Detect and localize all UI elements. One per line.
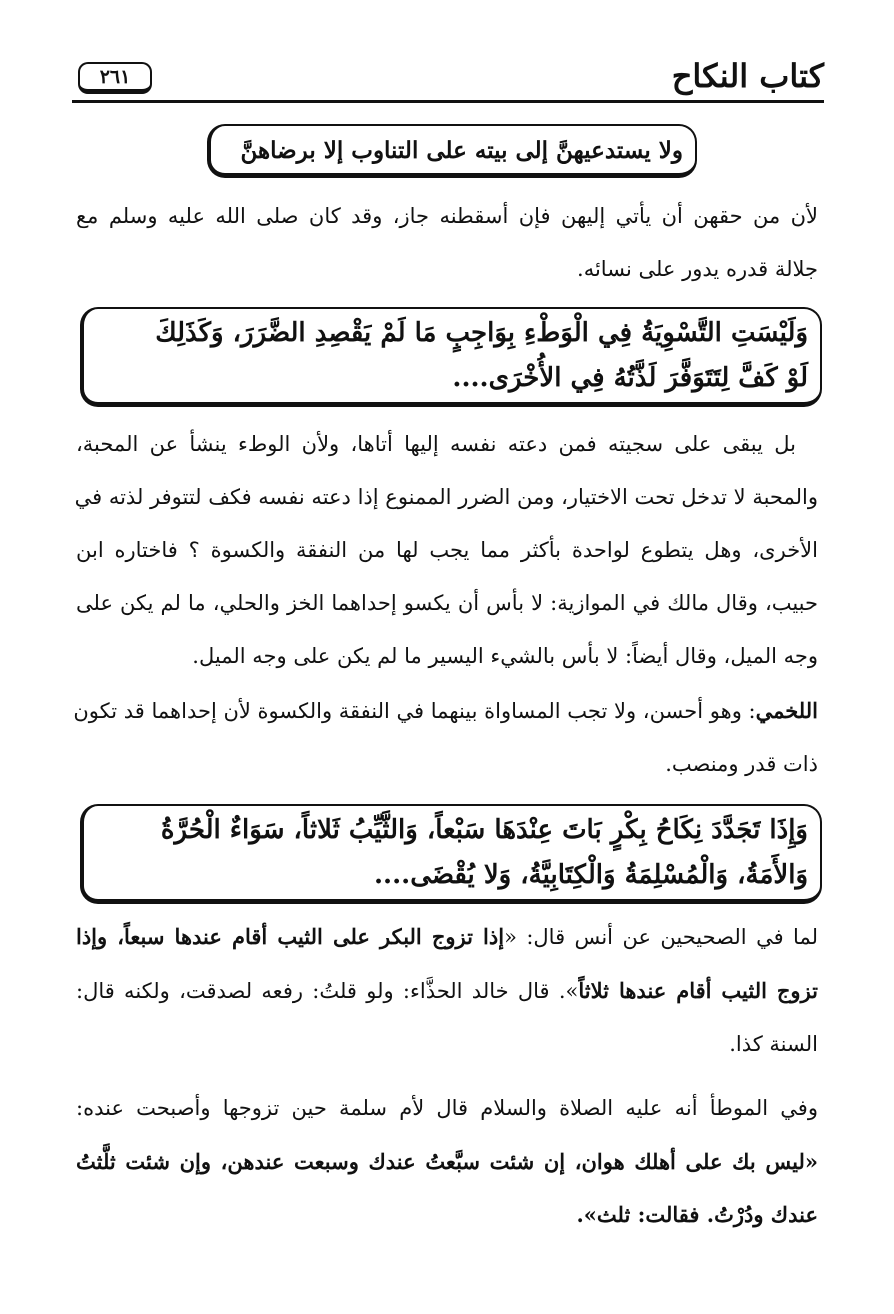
page-number: ٢٦١ <box>78 62 152 94</box>
matn-text: ولا يستدعيهنَّ إلى بيته على التناوب إلا برضاهنَّ <box>240 137 683 164</box>
chapter-title: كتاب النكاح <box>671 57 824 95</box>
page-header <box>72 52 824 108</box>
paragraph-5 <box>76 1082 818 1241</box>
matn-box-1 <box>207 124 697 178</box>
matn-box-3 <box>80 804 822 904</box>
text-line <box>76 910 818 964</box>
matn-line-2: لَوْ كَفَّ لِتَتَوَفَّرَ لَذَّتُهُ فِي الأُخْرَى.... <box>452 363 808 393</box>
scholar-name: اللخمي <box>755 698 818 723</box>
text-line <box>73 684 818 738</box>
paragraph-4 <box>76 910 818 1071</box>
text-line: حبيب، وقال مالك في الموازية: لا بأس أن يكسو إحداهما الخز والحلي، ما لم يكن على <box>76 591 818 615</box>
text-line: السنة كذا. <box>729 1032 818 1056</box>
hadith-quote-line: عندك ودُرْتُ. فقالت: ثلث». <box>576 1202 818 1227</box>
header-divider <box>72 100 824 103</box>
text-line: لأن من حقهن أن يأتي إليهن فإن أسقطنه جاز، وقد كان صلى الله عليه وسلم مع <box>76 204 818 228</box>
paragraph-2 <box>76 418 818 683</box>
text-line: جلالة قدره يدور على نسائه. <box>577 257 818 281</box>
text-segment: ». قال خالد الحذَّاء: ولو قلتُ: رفعه لصدقت، ولكنه قال: <box>76 979 579 1003</box>
matn-line-2: وَالأَمَةُ، وَالْمُسْلِمَةُ وَالْكِتَابِيَّةُ، وَلا يُقْضَى.... <box>373 860 808 890</box>
matn-line-1: وَإِذَا تَجَدَّدَ نِكَاحُ بِكْرٍ بَاتَ عِنْدَهَا سَبْعاً، وَالثَّيِّبُ ثَلاثاً، سَوَاءٌ الْحُرَّةُ <box>160 815 808 845</box>
hadith-quote: تزوج الثيب أقام عندها ثلاثاً <box>578 978 818 1003</box>
hadith-quote-line: «ليس بك على أهلك هوان، إن شئت سبَّعتُ عندك وسبعت عندهن، وإن شئت ثلَّثتُ <box>76 1149 818 1174</box>
matn-box-2 <box>80 307 822 407</box>
text-line: بل يبقى على سجيته فمن دعته نفسه إليها أتاها، ولأن الوطء ينشأ عن المحبة، <box>76 432 796 456</box>
text-line: وجه الميل، وقال أيضاً: لا بأس بالشيء اليسير ما لم يكن على وجه الميل. <box>192 644 818 668</box>
matn-line-1: وَلَيْسَتِ التَّسْوِيَةُ فِي الْوَطْءِ بِوَاجِبٍ مَا لَمْ يَقْصِدِ الضَّرَرَ، وَكَذَلِكَ <box>155 318 808 348</box>
text-line: وفي الموطأ أنه عليه الصلاة والسلام قال لأم سلمة حين تزوجها وأصبحت عنده: <box>76 1096 818 1120</box>
text-line: والمحبة لا تدخل تحت الاختيار، ومن الضرر الممنوع إذا دعته نفسه فكف لتتوفر لذته في <box>74 485 818 509</box>
text-segment: : وهو أحسن، ولا تجب المساواة بينهما في النفقة والكسوة لأن إحداهما قد تكون <box>73 699 756 723</box>
paragraph-3 <box>73 684 818 791</box>
text-line <box>76 964 818 1018</box>
hadith-quote: إذا تزوج البكر على الثيب أقام عندها سبعاً، وإذا <box>76 924 505 949</box>
text-line: الأخرى، وهل يتطوع لواحدة بأكثر مما يجب لها من النفقة والكسوة ؟ فاختاره ابن <box>76 538 818 562</box>
text-segment: لما في الصحيحين عن أنس قال: « <box>504 925 818 949</box>
text-line: ذات قدر ومنصب. <box>665 752 818 776</box>
paragraph-1 <box>76 190 818 296</box>
